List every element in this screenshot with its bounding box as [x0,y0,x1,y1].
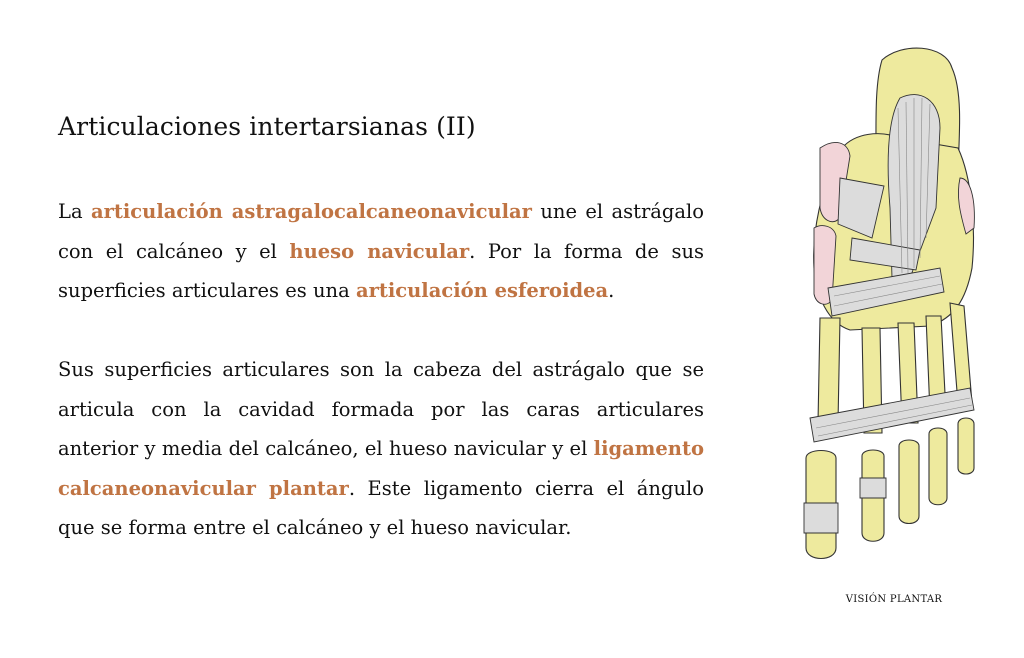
keyword-hueso-navicular: hueso navicular [289,239,470,263]
foot-illustration-svg [780,38,990,578]
page-title: Articulaciones intertarsianas (II) [58,112,476,141]
paragraph-2 [58,350,704,548]
text-span: . [608,279,615,302]
text-span: . Este ligamento cierra el ángulo que se forma entre el calcáneo y el hueso navicular. [58,476,704,539]
text-span: une el astrágalo con el calcáneo y el [58,200,704,263]
text-body [58,192,704,587]
figure-caption: VISIÓN PLANTAR [845,594,943,605]
toe-5-phalanx [958,418,974,474]
toe-4-phalanx [929,428,947,505]
foot-plantar-illustration [780,38,990,578]
text-span: . Por la forma de sus superficies articulares es una [58,239,705,302]
keyword-articulacion-esferoidea: articulación esferoidea [355,279,609,302]
keyword-ligamento-calcaneonavicular-plantar: ligamento calcaneonavicular plantar [58,437,704,500]
paragraph-1 [58,192,704,311]
toe-3-phalanx [899,440,919,524]
metatarsal-1 [818,318,840,423]
text-span: Sus superficies articulares son la cabeza del astrágalo que se articula con la cavidad formada por las caras articulares anterior y media del calcáneo, el hueso navicular y el [58,358,704,460]
keyword-astragalocalcaneonavicular: articulación astragalocalcaneonavicular [90,200,532,223]
text-span: La [58,200,91,223]
